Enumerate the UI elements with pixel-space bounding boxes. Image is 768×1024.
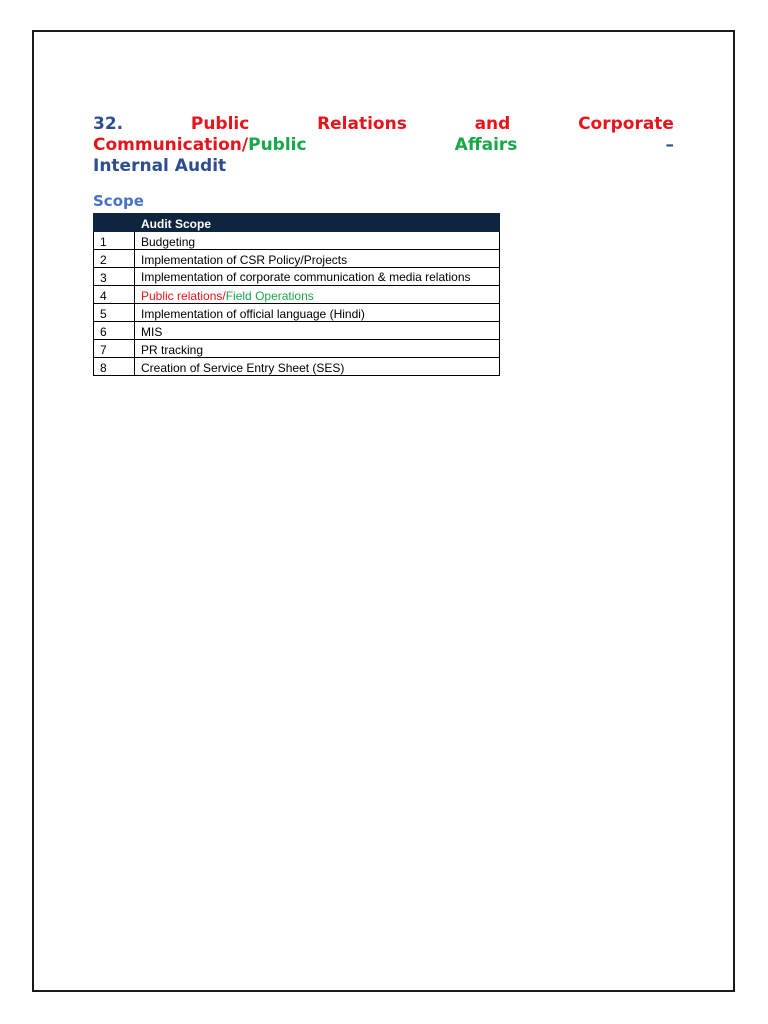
row-text: Budgeting	[135, 232, 500, 250]
row-number: 6	[94, 322, 135, 340]
heading-word-public: Public	[190, 114, 250, 134]
table-row	[94, 286, 500, 304]
heading-word-and: and	[474, 114, 511, 134]
table-row	[94, 322, 500, 340]
table-header-row	[94, 214, 500, 232]
header-audit-scope: Audit Scope	[135, 214, 500, 232]
heading-word-communication: Communication/	[93, 135, 249, 155]
heading-number: 32.	[93, 114, 124, 134]
table-row	[94, 250, 500, 268]
header-num-cell	[94, 214, 135, 232]
scope-title: Scope	[93, 192, 144, 210]
table-row	[94, 268, 500, 286]
row-number: 7	[94, 340, 135, 358]
table-row	[94, 304, 500, 322]
row-number: 8	[94, 358, 135, 376]
heading-line-1	[93, 114, 674, 135]
row-number: 1	[94, 232, 135, 250]
row-text: Implementation of CSR Policy/Projects	[135, 250, 500, 268]
row-text: MIS	[135, 322, 500, 340]
heading-word-public-2: Public	[248, 135, 307, 155]
heading-line-3: Internal Audit	[93, 156, 227, 176]
table-row	[94, 232, 500, 250]
heading-dash: –	[665, 135, 674, 155]
table-row	[94, 340, 500, 358]
heading-word-affairs: Affairs	[454, 135, 518, 155]
row-text: Implementation of corporate communication & media relations	[135, 268, 500, 286]
row-text: PR tracking	[135, 340, 500, 358]
audit-scope-table	[93, 213, 500, 376]
heading-word-corporate: Corporate	[578, 114, 674, 134]
row-text: Creation of Service Entry Sheet (SES)	[135, 358, 500, 376]
heading-word-relations: Relations	[317, 114, 407, 134]
row-text	[135, 286, 500, 304]
row-text: Implementation of official language (Hindi)	[135, 304, 500, 322]
table-row	[94, 358, 500, 376]
section-heading	[93, 114, 674, 177]
row-number: 4	[94, 286, 135, 304]
row-number: 3	[94, 268, 135, 286]
row-number: 2	[94, 250, 135, 268]
heading-line-2	[93, 135, 674, 156]
heading-communication-public	[93, 135, 307, 156]
row-number: 5	[94, 304, 135, 322]
row-text-field-operations: Field Operations	[225, 289, 314, 303]
row-text-public-relations: Public relations/	[141, 289, 226, 303]
